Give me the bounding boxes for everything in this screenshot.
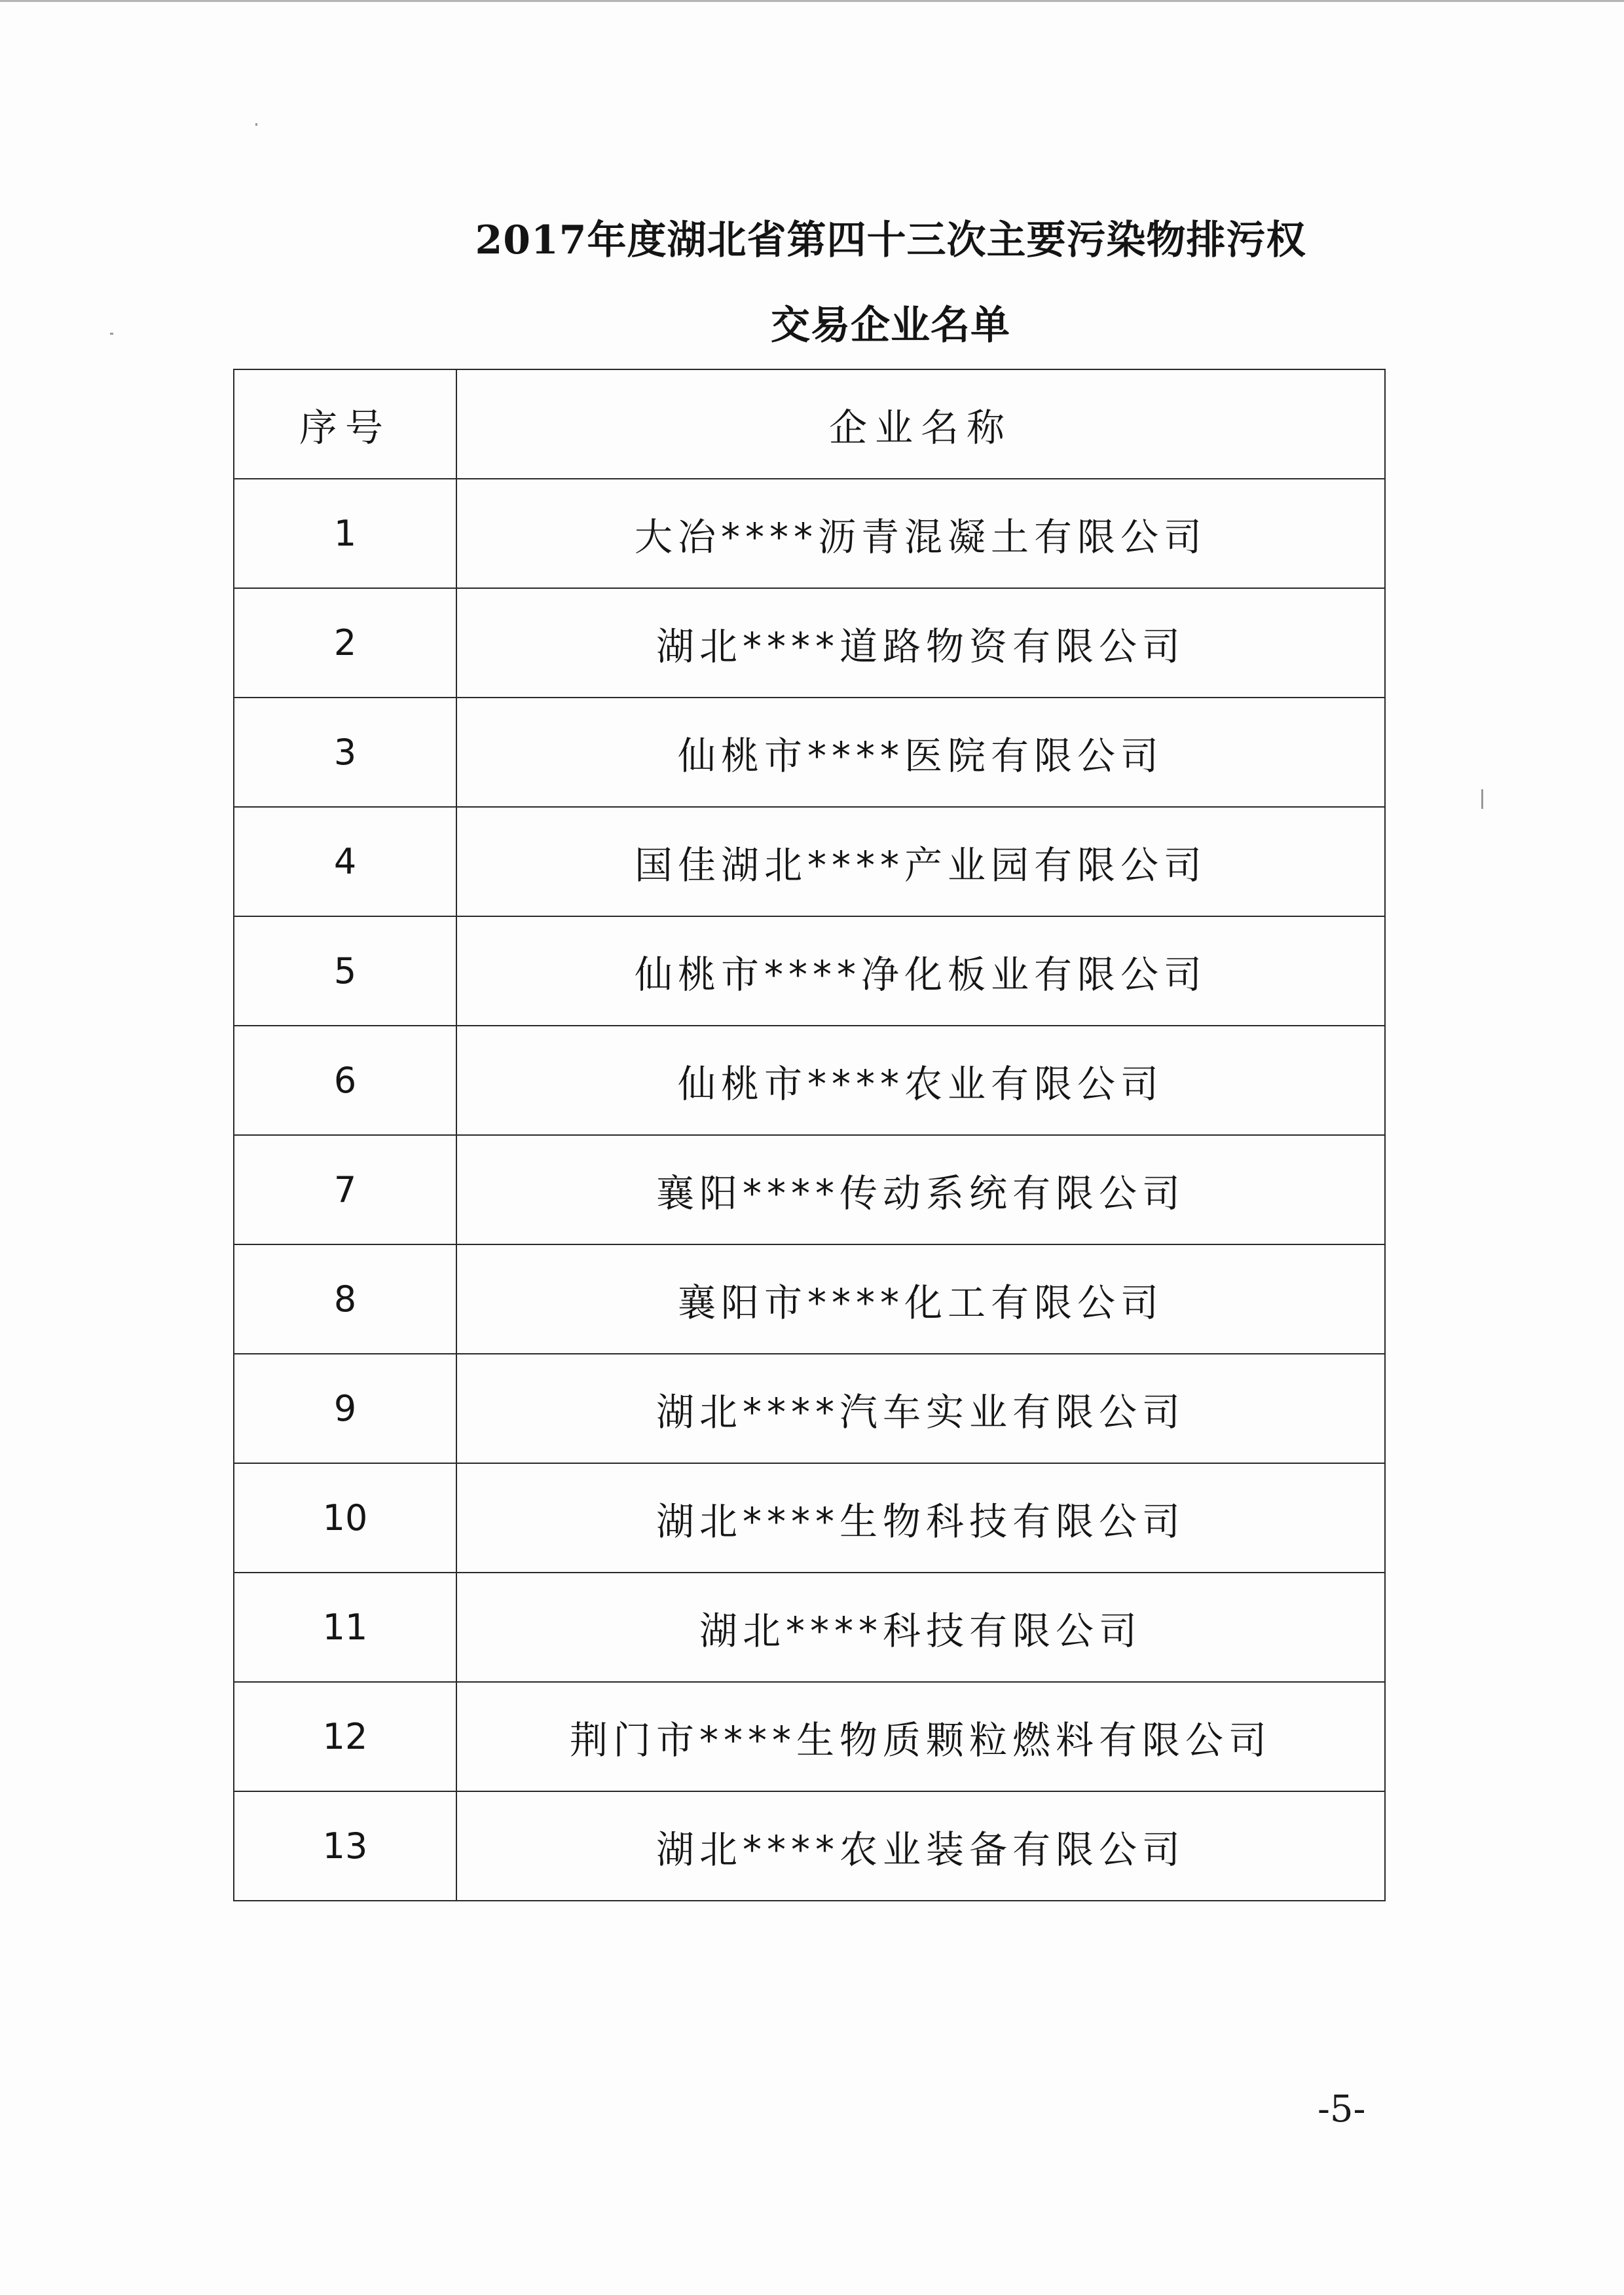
table-row <box>234 1135 1385 1244</box>
row-number: 1 <box>234 479 456 588</box>
table-row <box>234 1026 1385 1135</box>
header-company: 企业名称 <box>456 369 1385 479</box>
row-number: 9 <box>234 1354 456 1463</box>
row-company-name: 大冶****沥青混凝土有限公司 <box>456 479 1385 588</box>
scan-speck <box>1481 789 1483 809</box>
row-company-name: 荆门市****生物质颗粒燃料有限公司 <box>456 1682 1385 1791</box>
table-row <box>234 807 1385 916</box>
table-row <box>234 588 1385 698</box>
row-number: 6 <box>234 1026 456 1135</box>
scan-speck <box>110 333 113 335</box>
row-company-name: 仙桃市****净化板业有限公司 <box>456 916 1385 1026</box>
row-company-name: 湖北****农业装备有限公司 <box>456 1791 1385 1901</box>
row-number: 2 <box>234 588 456 698</box>
table-row <box>234 1682 1385 1791</box>
row-company-name: 仙桃市****医院有限公司 <box>456 698 1385 807</box>
row-number: 12 <box>234 1682 456 1791</box>
header-number: 序号 <box>234 369 456 479</box>
table-row <box>234 1791 1385 1901</box>
row-number: 4 <box>234 807 456 916</box>
row-company-name: 襄阳****传动系统有限公司 <box>456 1135 1385 1244</box>
row-company-name: 仙桃市****农业有限公司 <box>456 1026 1385 1135</box>
row-number: 13 <box>234 1791 456 1901</box>
row-number: 3 <box>234 698 456 807</box>
table-row <box>234 1573 1385 1682</box>
table-row <box>234 916 1385 1026</box>
table-row <box>234 479 1385 588</box>
row-number: 11 <box>234 1573 456 1682</box>
company-table <box>233 369 1386 1901</box>
document-title-line-1: 2017年度湖北省第四十三次主要污染物排污权 <box>475 217 1306 263</box>
table-row <box>234 1354 1385 1463</box>
row-number: 10 <box>234 1463 456 1573</box>
scan-edge-line <box>0 0 1624 2</box>
row-number: 8 <box>234 1244 456 1354</box>
table-header-row <box>234 369 1385 479</box>
row-company-name: 湖北****汽车实业有限公司 <box>456 1354 1385 1463</box>
row-number: 5 <box>234 916 456 1026</box>
table-row <box>234 698 1385 807</box>
table-row <box>234 1244 1385 1354</box>
row-company-name: 湖北****科技有限公司 <box>456 1573 1385 1682</box>
row-company-name: 湖北****道路物资有限公司 <box>456 588 1385 698</box>
row-number: 7 <box>234 1135 456 1244</box>
row-company-name: 湖北****生物科技有限公司 <box>456 1463 1385 1573</box>
page-number: -5- <box>1318 2088 1366 2131</box>
scan-speck <box>255 123 257 126</box>
table-row <box>234 1463 1385 1573</box>
document-title-line-2: 交易企业名单 <box>771 303 1010 348</box>
row-company-name: 襄阳市****化工有限公司 <box>456 1244 1385 1354</box>
row-company-name: 国佳湖北****产业园有限公司 <box>456 807 1385 916</box>
